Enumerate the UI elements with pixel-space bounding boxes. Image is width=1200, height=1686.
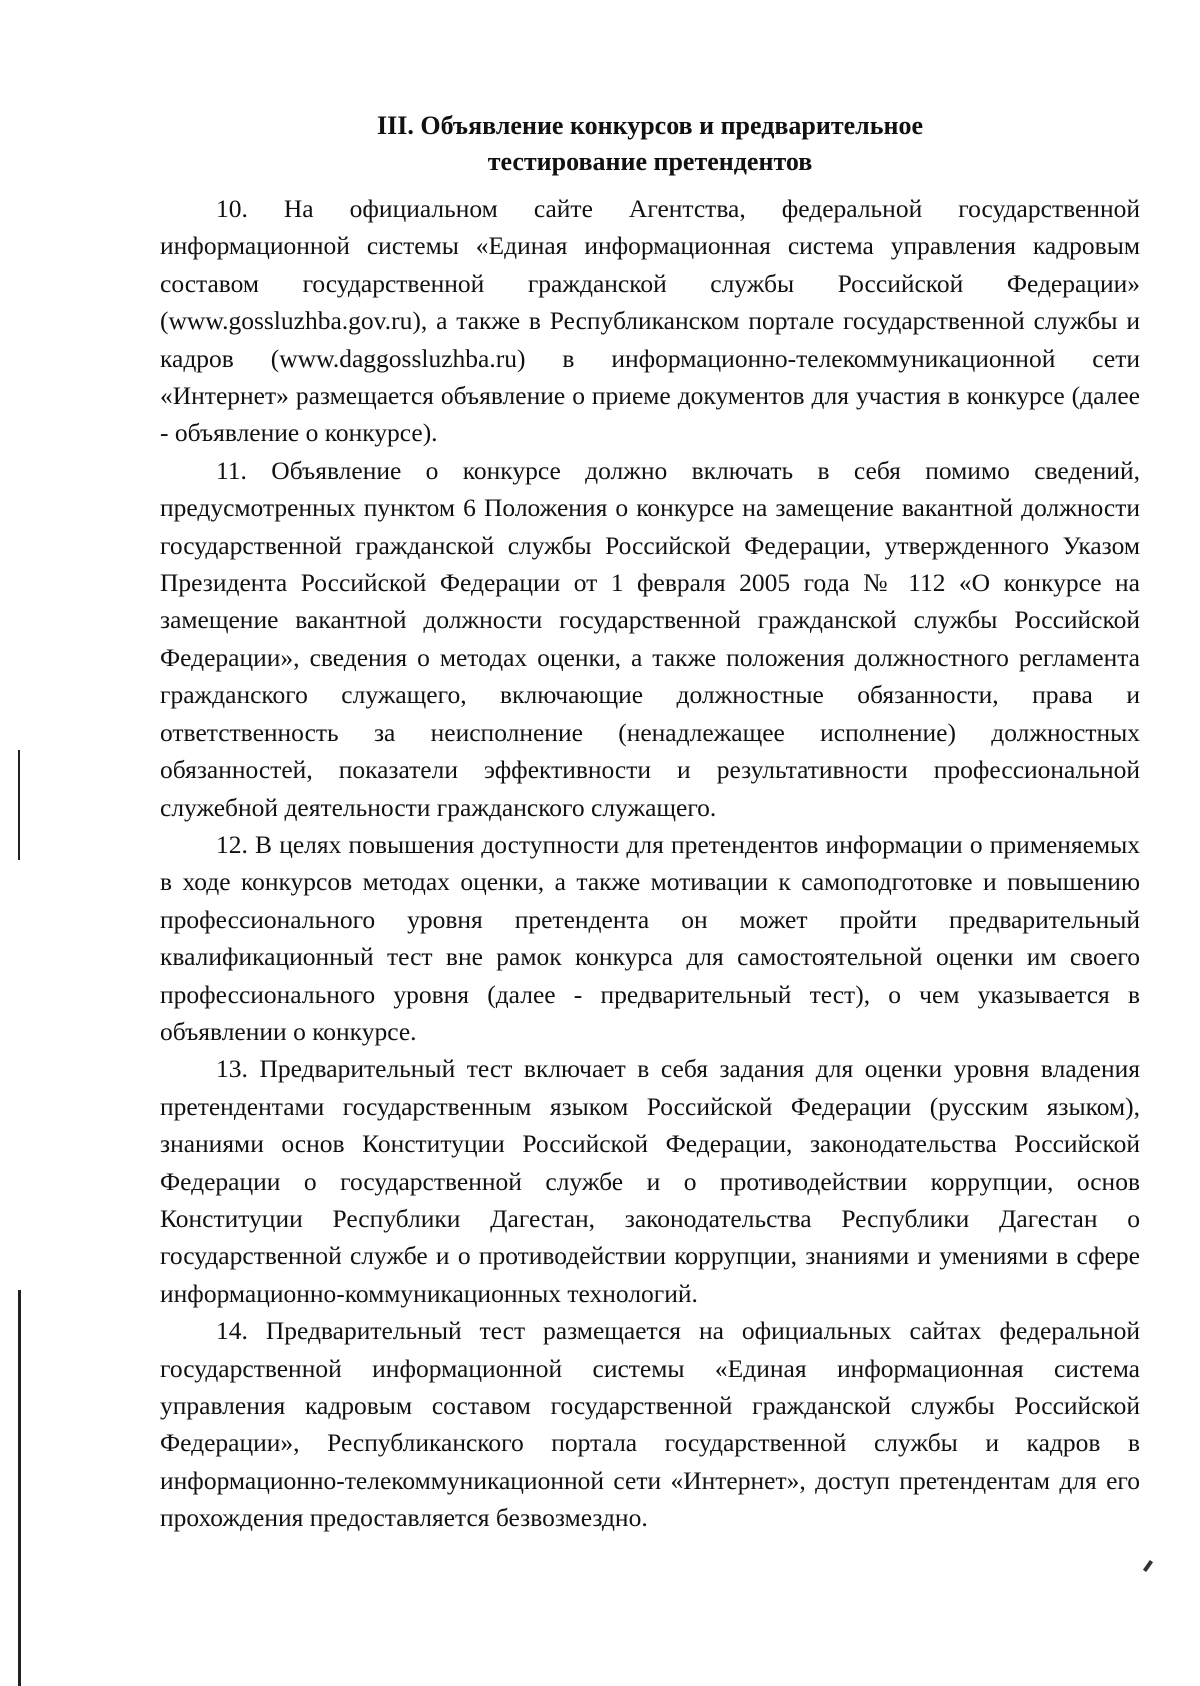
- section-heading: [160, 108, 1140, 180]
- scan-artifact-mark: [1143, 1560, 1153, 1572]
- section-heading-line-1: III. Объявление конкурсов и предварительное: [376, 111, 924, 140]
- paragraph-11: 11. Объявление о конкурсе должно включать в себя помимо сведений, предусмотренных пунктом 6 Положения о конкурсе на замещение вакантной должности государственной гражданской службы Российской Федерации, утвержденного Указом Президента Российской Федерации от 1 февраля 2005 года № 112 «О конкурсе на замещение вакантной должности государственной гражданской службы Российской Федерации», сведения о методах оценки, а также положения должностного регламента гражданского служащего, включающие должностные обязанности, права и ответственность за неисполнение (ненадлежащее исполнение) должностных обязанностей, показатели эффективности и результативности профессиональной служебной деятельности гражданского служащего.: [160, 455, 1140, 822]
- paragraph-14: 14. Предварительный тест размещается на официальных сайтах федеральной государственной информационной системы «Единая информационная система управления кадровым составом государственной гражданской службы Российской Федерации», Республиканского портала государственной службы и кадров в информационно-телекоммуникационной сети «Интернет», доступ претендентам для его прохождения предоставляется безвозмездно.: [160, 1316, 1140, 1533]
- paragraph-13: 13. Предварительный тест включает в себя задания для оценки уровня владения претендентами государственным языком Российской Федерации (русским языком), знаниями основ Конституции Российской Федерации, законодательства Российской Федерации о государственной службе и о противодействии коррупции, основ Конституции Республики Дагестан, законодательства Республики Дагестан о государственной службе и о противодействии коррупции, знаниями и умениями в сфере информационно-коммуникационных технологий.: [160, 1054, 1140, 1308]
- section-heading-line-2: тестирование претендентов: [487, 147, 813, 176]
- document-page: [160, 108, 1140, 1537]
- scan-margin-mark: [18, 750, 20, 860]
- paragraph-10: 10. На официальном сайте Агентства, федеральной государственной информационной системы «Единая информационная система управления кадровым составом государственной гражданской службы Российской Федерации» (www.gossluzhba.gov.ru), а также в Республиканском портале государственной службы и кадров (www.daggossluzhba.ru) в информационно-телекоммуникационной сети «Интернет» размещается объявление о приеме документов для участия в конкурсе (далее - объявление о конкурсе).: [160, 194, 1140, 448]
- scan-margin-mark: [18, 1290, 21, 1686]
- paragraph-12: 12. В целях повышения доступности для претендентов информации о применяемых в ходе конкурсов методах оценки, а также мотивации к самоподготовке и повышению профессионального уровня претендента он может пройти предварительный квалификационный тест вне рамок конкурса для самостоятельной оценки им своего профессионального уровня (далее - предварительный тест), о чем указывается в объявлении о конкурсе.: [160, 829, 1140, 1046]
